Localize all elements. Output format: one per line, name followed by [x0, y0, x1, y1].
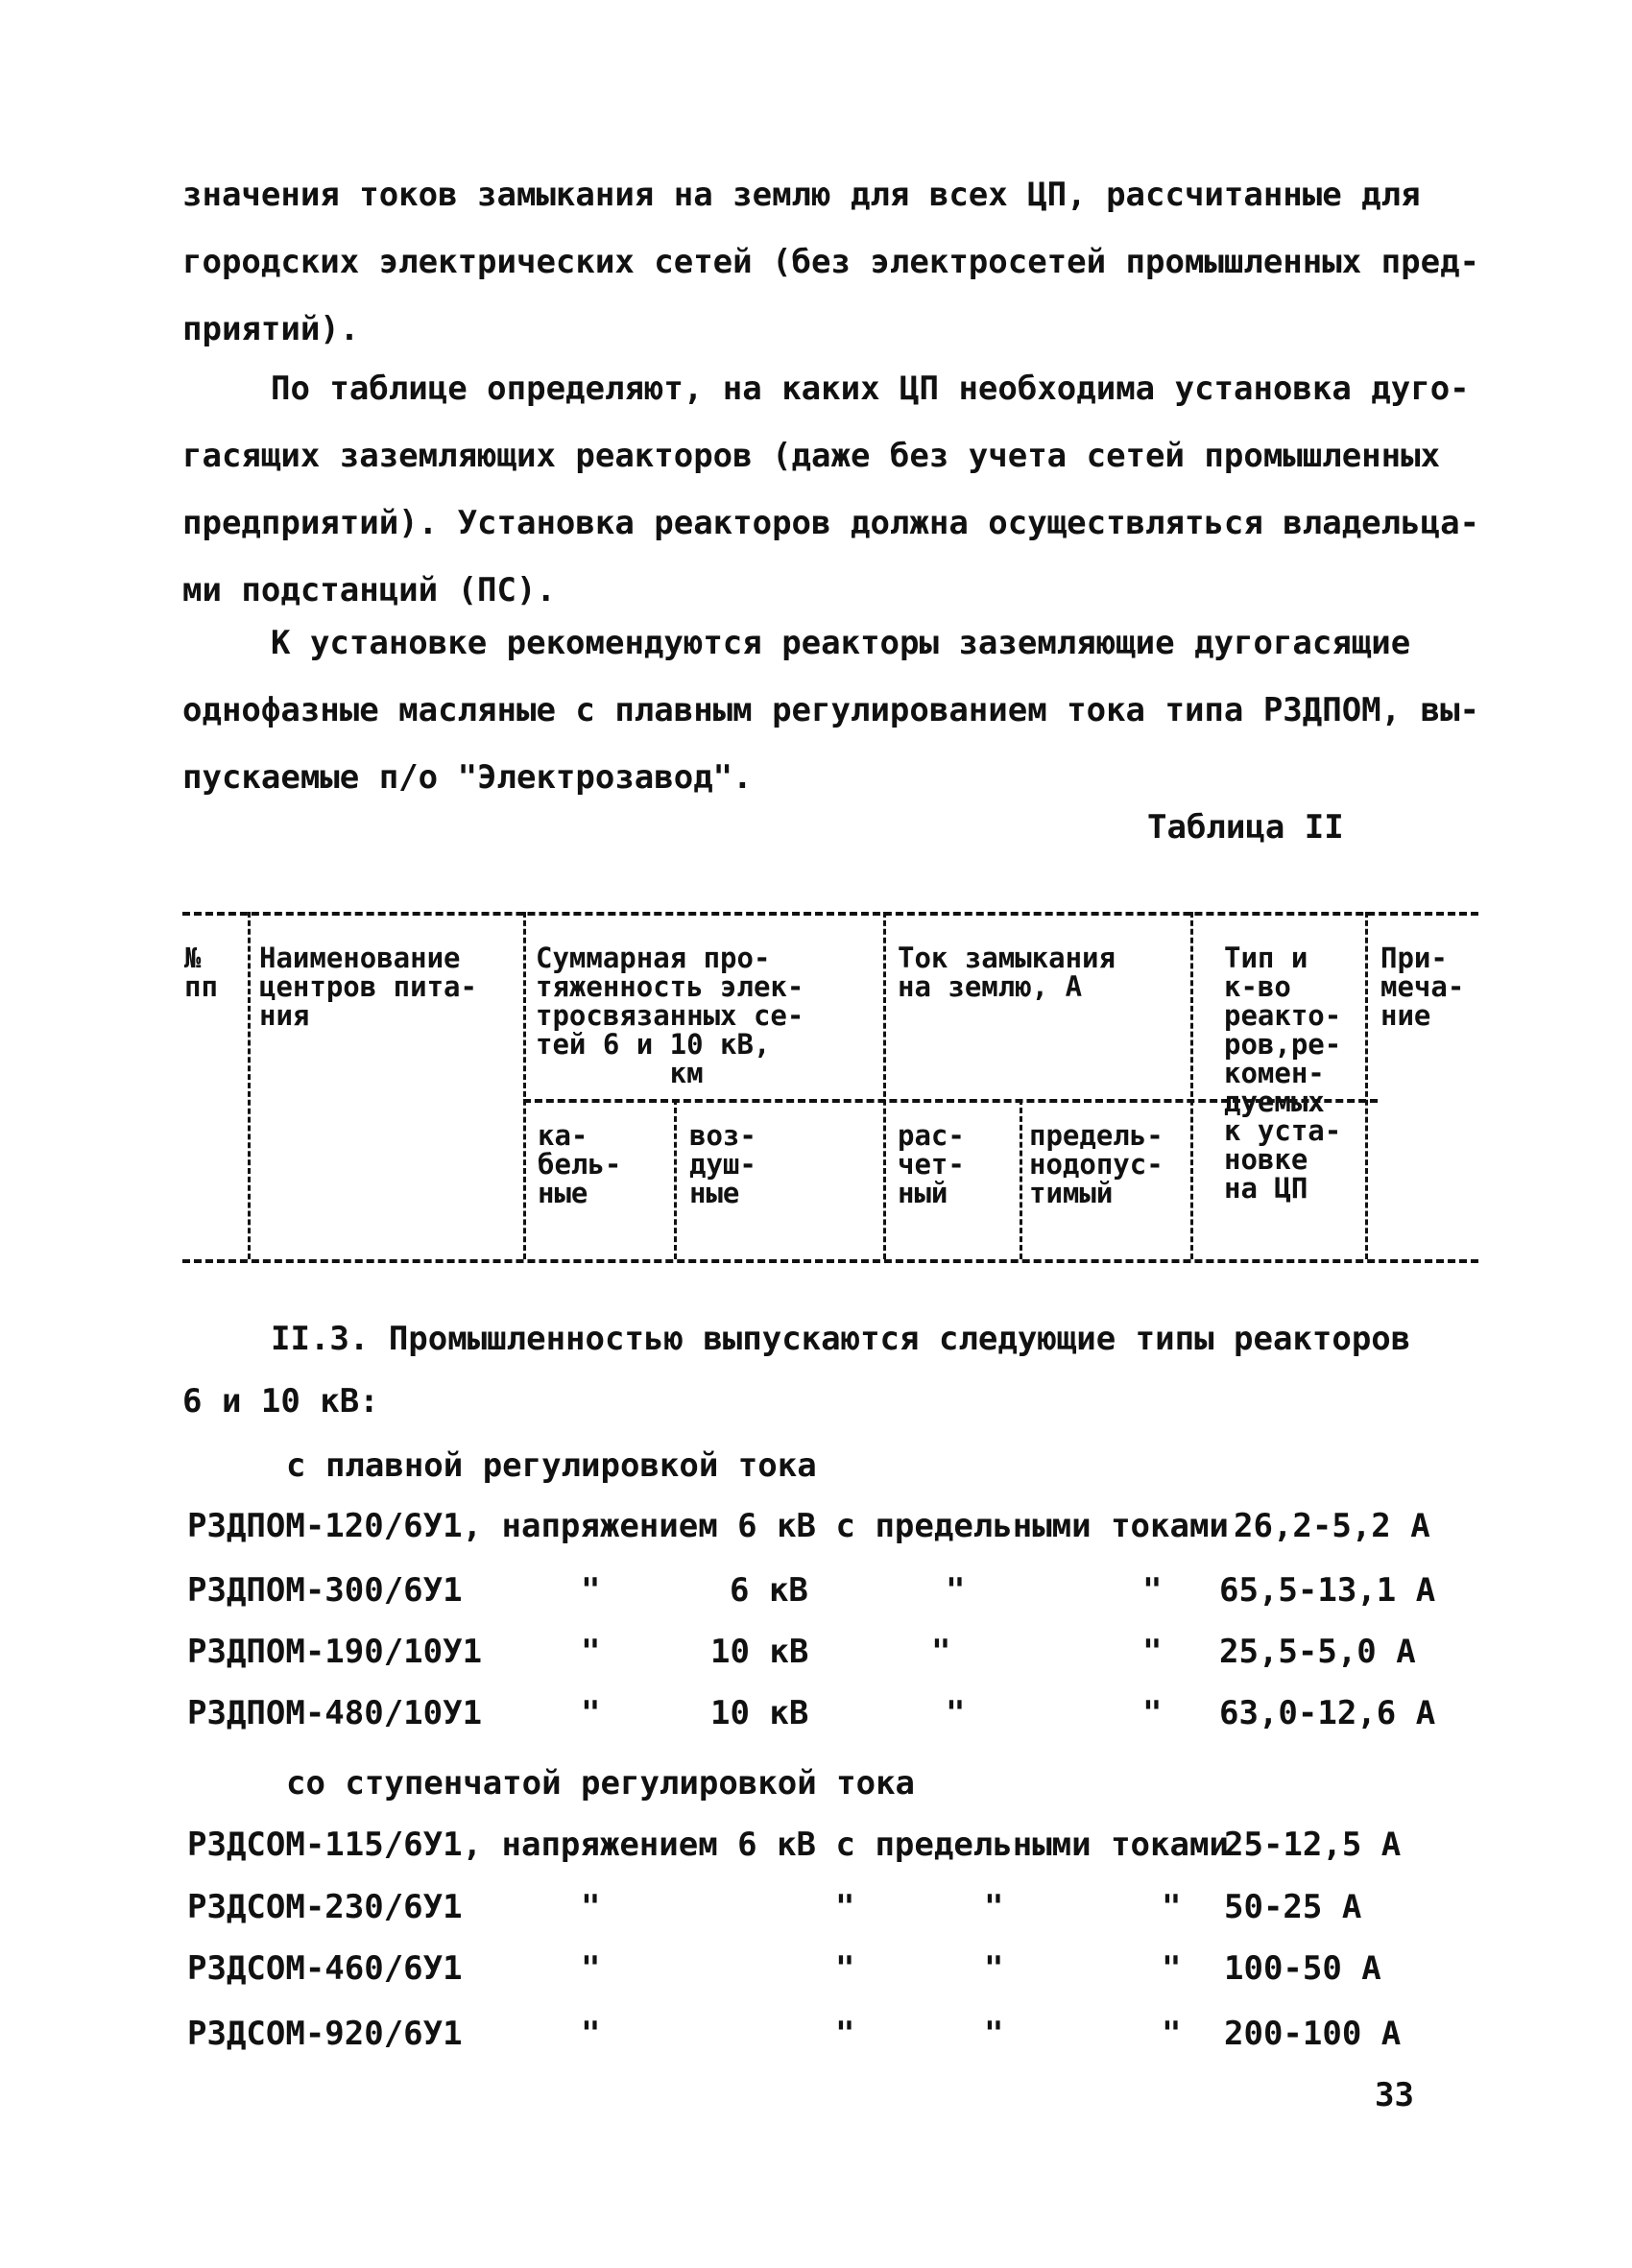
ditto-mark: " [581, 1888, 601, 1926]
reactor-description: РЗДСОМ-115/6У1, напряжением 6 кВ с предельными токами [187, 1826, 1229, 1864]
step-regulation-title: со ступенчатой регулировкой тока [286, 1764, 916, 1802]
reactor-row [187, 1571, 1474, 1619]
ditto-mark: " [835, 1949, 855, 1988]
reactor-current-range: 26,2-5,2 А [1234, 1507, 1430, 1545]
reactor-model: РЗДСОМ-230/6У1 [187, 1888, 463, 1926]
reactor-row [187, 1694, 1474, 1742]
ditto-mark: " [581, 2015, 601, 2053]
reactor-voltage: 10 кВ [710, 1694, 809, 1732]
paragraph-3-line-2: однофазные масляные с плавным регулированием тока типа РЗДПОМ, вы- [182, 691, 1480, 729]
ditto-mark: " [1162, 1949, 1182, 1988]
header-type: Тип и к-во реакто- ров,ре- комен- дуемых к уста- новке на ЦП [1224, 942, 1342, 1205]
paragraph-2-line-2: гасящих заземляющих реакторов (даже без учета сетей промышленных [182, 437, 1441, 475]
paragraph-1-line-3: приятий). [182, 310, 360, 348]
ditto-mark: " [581, 1949, 601, 1988]
reactor-current-range: 200-100 А [1224, 2015, 1402, 2053]
ditto-mark: " [984, 1949, 1004, 1988]
paragraph-3-line-3: пускаемые п/о "Электрозавод". [182, 758, 753, 797]
ditto-mark: " [946, 1571, 966, 1610]
reactor-row [187, 1949, 1474, 1997]
reactor-model: РЗДСОМ-920/6У1 [187, 2015, 463, 2053]
ditto-mark: " [946, 1694, 966, 1732]
reactor-voltage: 6 кВ [730, 1571, 808, 1610]
ditto-mark: " [1142, 1633, 1163, 1671]
paragraph-2 [182, 355, 1480, 624]
header-current: Ток замыкания на землю, А [898, 942, 1116, 1003]
table-col-divider [1020, 1099, 1022, 1259]
table-col-divider [883, 912, 886, 1259]
table-col-divider [674, 1099, 677, 1259]
header-length-cable: ка- бель- ные [538, 1119, 622, 1209]
paragraph-3 [182, 609, 1480, 811]
reactor-current-range: 50-25 А [1224, 1888, 1362, 1926]
reactor-voltage: 10 кВ [710, 1633, 809, 1671]
header-length-air: воз- душ- ные [689, 1119, 756, 1209]
ditto-mark: " [1142, 1571, 1163, 1610]
reactor-model: РЗДПОМ-300/6У1 [187, 1571, 463, 1610]
reactor-model: РЗДПОМ-190/10У1 [187, 1633, 483, 1671]
reactor-row [187, 1633, 1474, 1681]
table-bottom-rule [182, 1259, 1478, 1263]
table-col-divider [1190, 912, 1193, 1259]
ditto-mark: " [835, 2015, 855, 2053]
reactor-model: РЗДПОМ-480/10У1 [187, 1694, 483, 1732]
reactor-row [187, 1826, 1474, 1874]
paragraph-2-line-3: предприятий). Установка реакторов должна осуществляться владельца- [182, 504, 1480, 542]
paragraph-1-line-2: городских электрических сетей (без электросетей промышленных пред- [182, 243, 1480, 281]
table-caption: Таблица II [1147, 808, 1344, 847]
header-name: Наименование центров пита- ния [259, 942, 477, 1032]
table-top-rule [182, 912, 1478, 916]
table-col-divider [523, 912, 526, 1259]
paragraph-1-line-1: значения токов замыкания на землю для всех ЦП, рассчитанные для [182, 176, 1421, 214]
reactor-row [187, 1507, 1474, 1555]
smooth-regulation-title: с плавной регулировкой тока [286, 1446, 817, 1485]
reactor-model: РЗДСОМ-460/6У1 [187, 1949, 463, 1988]
reactor-row [187, 2015, 1474, 2063]
table-col-divider [1365, 912, 1368, 1259]
ditto-mark: " [984, 2015, 1004, 2053]
paragraph-2-line-1: По таблице определяют, на каких ЦП необходима установка дуго- [271, 370, 1470, 408]
ditto-mark: " [835, 1888, 855, 1926]
ditto-mark: " [931, 1633, 951, 1671]
ditto-mark: " [581, 1694, 601, 1732]
ditto-mark: " [1142, 1694, 1163, 1732]
paragraph-2-line-4: ми подстанций (ПС). [182, 571, 556, 609]
header-length: Суммарная про- тяженность элек- тросвязанных се- тей 6 и 10 кВ, км [536, 942, 804, 1089]
header-current-limit: предель- нодопус- тимый [1029, 1119, 1164, 1209]
reactor-current-range: 63,0-12,6 А [1219, 1694, 1436, 1732]
table-col-divider [248, 912, 251, 1259]
reactor-current-range: 25-12,5 А [1224, 1826, 1402, 1864]
paragraph-3-line-1: К установке рекомендуются реакторы заземляющие дугогасящие [271, 624, 1411, 662]
ditto-mark: " [1162, 1888, 1182, 1926]
reactor-current-range: 25,5-5,0 А [1219, 1633, 1416, 1671]
paragraph-1 [182, 161, 1480, 363]
section-heading-line-2: 6 и 10 кВ: [182, 1382, 379, 1420]
table-header [182, 912, 1478, 1262]
reactor-description: РЗДПОМ-120/6У1, напряжением 6 кВ с предельными токами [187, 1507, 1229, 1545]
header-note: При- меча- ние [1380, 942, 1465, 1032]
reactor-row [187, 1888, 1474, 1936]
ditto-mark: " [984, 1888, 1004, 1926]
ditto-mark: " [581, 1633, 601, 1671]
section-heading-line-1: II.3. Промышленностью выпускаются следующие типы реакторов [271, 1320, 1411, 1358]
reactor-current-range: 65,5-13,1 А [1219, 1571, 1436, 1610]
ditto-mark: " [581, 1571, 601, 1610]
header-num: № пп [184, 942, 218, 1003]
reactor-current-range: 100-50 А [1224, 1949, 1381, 1988]
page-number: 33 [1375, 2076, 1414, 2114]
header-current-calc: рас- чет- ный [898, 1119, 965, 1209]
ditto-mark: " [1162, 2015, 1182, 2053]
